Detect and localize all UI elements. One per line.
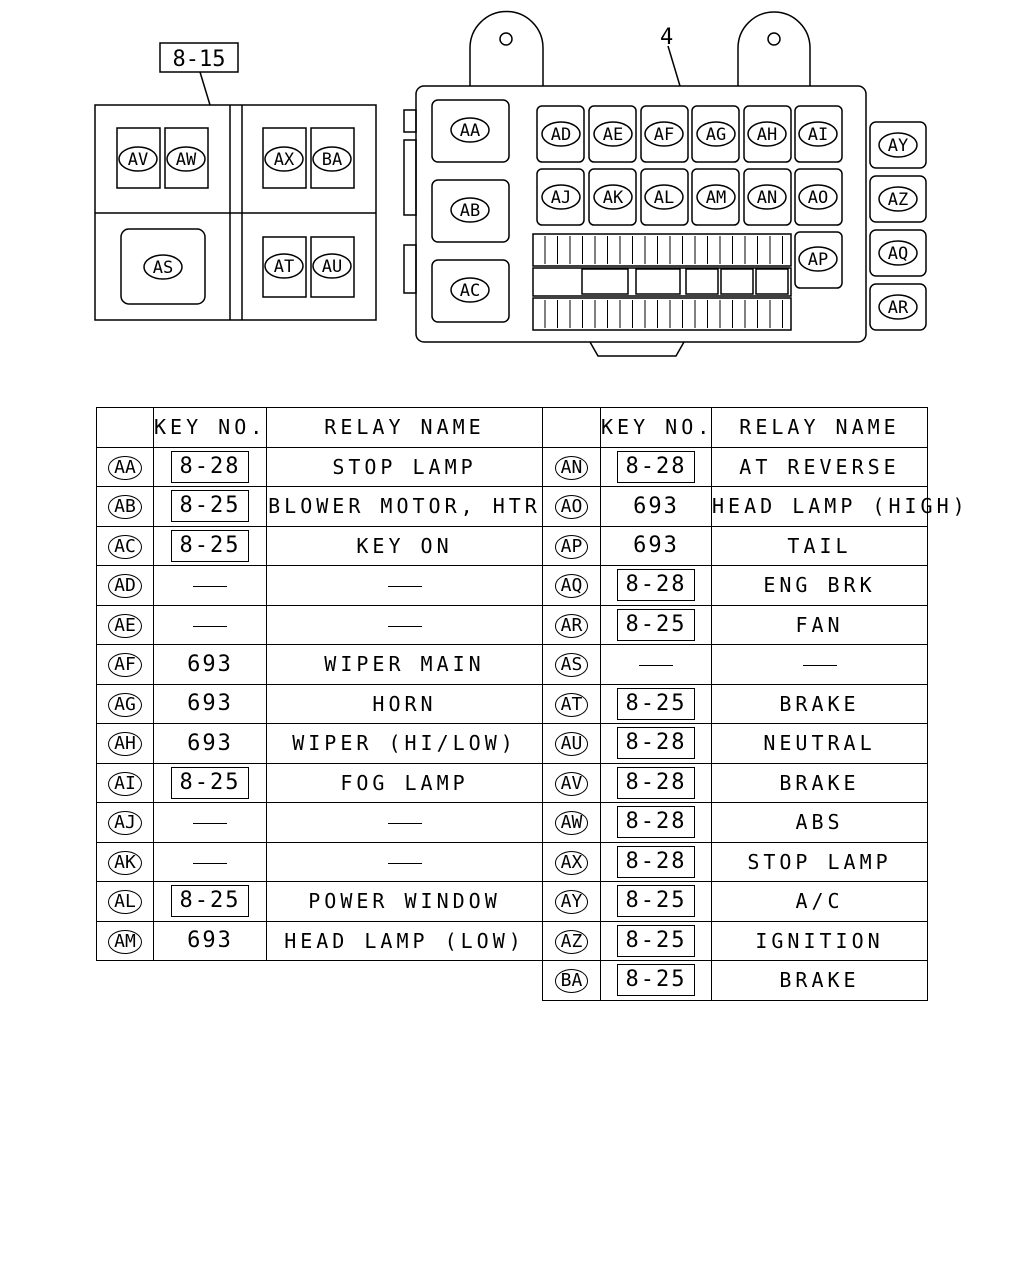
empty-dash (388, 626, 422, 627)
relay-id-badge: AM (108, 930, 142, 954)
relay-id-cell (543, 566, 601, 606)
key-no-cell (601, 487, 712, 527)
relay-name-cell (712, 921, 928, 961)
table-row (97, 605, 543, 645)
relay-label-text: AD (550, 125, 572, 145)
key-ref-plain: 693 (633, 533, 679, 559)
relay-id-cell (543, 842, 601, 882)
table-row (543, 763, 928, 803)
key-no-cell (154, 921, 267, 961)
table-row (97, 566, 543, 606)
relay-id-cell (97, 487, 154, 527)
empty-dash (388, 586, 422, 587)
key-no-cell (601, 961, 712, 1001)
relay-table-left (96, 407, 543, 961)
relay-name-text: BLOWER MOTOR, HTR (268, 494, 541, 519)
relay-id-badge: AY (555, 890, 589, 914)
table-header-row (97, 408, 543, 448)
key-no-cell (601, 724, 712, 764)
relay-label-text: AH (756, 125, 778, 145)
relay-label-text: AV (127, 150, 149, 170)
key-no-cell (154, 447, 267, 487)
relay-name-cell (267, 684, 543, 724)
relay-id-badge: AE (108, 614, 142, 638)
key-ref-plain: 693 (187, 730, 233, 756)
key-no-cell (154, 526, 267, 566)
relay-label-text: AS (152, 258, 174, 278)
key-no-cell (601, 605, 712, 645)
key-ref-boxed: 8-25 (617, 964, 696, 996)
relay-id-badge: AO (555, 495, 589, 519)
table-row (543, 961, 928, 1001)
key-ref-boxed: 8-25 (617, 885, 696, 917)
relay-name-cell (267, 842, 543, 882)
table-row (97, 447, 543, 487)
relay-id-badge: AW (555, 811, 589, 835)
relay-table-right (542, 407, 969, 1001)
relay-name-cell (267, 566, 543, 606)
key-ref-boxed: 8-28 (617, 451, 696, 483)
key-no-cell (154, 724, 267, 764)
relay-id-cell (543, 803, 601, 843)
key-no-cell (601, 645, 712, 685)
relay-name-cell (267, 803, 543, 843)
relay-id-cell (543, 724, 601, 764)
key-no-cell (601, 882, 712, 922)
relay-id-badge: AP (555, 535, 589, 559)
key-ref-plain: 693 (633, 493, 679, 519)
relay-label-text: AN (756, 188, 778, 208)
relay-name-cell (712, 842, 928, 882)
key-ref-boxed: 8-25 (171, 767, 250, 799)
header-key-no: KEY NO. (154, 408, 267, 448)
relay-id-badge: AZ (555, 930, 589, 954)
relay-id-cell (543, 684, 601, 724)
key-ref-boxed: 8-28 (617, 806, 696, 838)
table-row (543, 487, 928, 527)
relay-label-text: AB (459, 201, 481, 221)
key-ref-boxed: 8-25 (171, 885, 250, 917)
key-no-cell (154, 803, 267, 843)
key-ref-boxed: 8-25 (617, 609, 696, 641)
relay-label-text: AE (602, 125, 624, 145)
relay-id-cell (543, 645, 601, 685)
header-key-no: KEY NO. (601, 408, 712, 448)
relay-id-badge: AC (108, 535, 142, 559)
relay-name-cell (267, 763, 543, 803)
relay-id-cell (543, 526, 601, 566)
relay-name-cell (712, 566, 928, 606)
table-row (543, 842, 928, 882)
key-no-cell (601, 566, 712, 606)
relay-id-cell (97, 566, 154, 606)
relay-id-badge: AI (108, 772, 142, 796)
relay-id-cell (543, 921, 601, 961)
table-header-row (543, 408, 928, 448)
key-ref-plain: 693 (187, 651, 233, 677)
relay-id-cell (97, 526, 154, 566)
relay-name-text: HEAD LAMP (HIGH) (712, 494, 969, 519)
table-row (543, 882, 928, 922)
relay-label-text: AQ (887, 244, 909, 264)
relay-label-text: AL (653, 188, 675, 208)
relay-name-cell (712, 487, 969, 527)
relay-name-text: WIPER (HI/LOW) (292, 731, 517, 756)
table-row (97, 882, 543, 922)
relay-name-text: BRAKE (779, 968, 860, 993)
relay-id-badge: AU (555, 732, 589, 756)
relay-name-cell (712, 763, 928, 803)
relay-label-text: AI (807, 125, 829, 145)
key-ref-boxed: 8-28 (617, 727, 696, 759)
relay-name-cell (712, 605, 928, 645)
empty-dash (193, 823, 227, 824)
table-row (543, 605, 928, 645)
key-ref-boxed: 8-28 (171, 451, 250, 483)
header-relay-name: RELAY NAME (267, 408, 543, 448)
table-row (97, 487, 543, 527)
relay-id-cell (543, 882, 601, 922)
relay-name-cell (712, 645, 928, 685)
part-callout-text: 4 (660, 25, 674, 50)
key-no-cell (154, 684, 267, 724)
relay-name-cell (267, 724, 543, 764)
relay-id-cell (97, 447, 154, 487)
relay-id-badge: AL (108, 890, 142, 914)
table-row (97, 684, 543, 724)
relay-name-text: TAIL (787, 533, 852, 558)
key-ref-boxed: 8-28 (617, 846, 696, 878)
relay-id-badge: AK (108, 851, 142, 875)
relay-id-badge: AX (555, 851, 589, 875)
relay-name-cell (712, 961, 928, 1001)
header-id-cell (543, 408, 601, 448)
relay-id-badge: BA (555, 969, 589, 993)
table-row (543, 645, 928, 685)
key-no-cell (601, 526, 712, 566)
table-row (97, 526, 543, 566)
empty-dash (803, 665, 837, 666)
table-row (543, 921, 928, 961)
key-ref-plain: 693 (187, 928, 233, 954)
relay-label-text: AZ (887, 190, 909, 210)
relay-label-text: AA (459, 121, 481, 141)
relay-name-cell (712, 684, 928, 724)
key-no-cell (601, 684, 712, 724)
table-row (543, 724, 928, 764)
relay-label-text: AF (653, 125, 675, 145)
relay-id-badge: AQ (555, 574, 589, 598)
relay-id-cell (97, 803, 154, 843)
table-row (543, 803, 928, 843)
key-no-cell (601, 921, 712, 961)
relay-label-text: BA (321, 150, 343, 170)
key-no-cell (154, 645, 267, 685)
empty-dash (388, 863, 422, 864)
table-row (97, 763, 543, 803)
relay-name-text: ABS (795, 810, 844, 835)
relay-name-text: NEUTRAL (763, 731, 876, 756)
key-ref-boxed: 8-25 (171, 530, 250, 562)
relay-label-text: AW (175, 150, 197, 170)
relay-id-cell (543, 961, 601, 1001)
relay-label-text: AX (273, 150, 295, 170)
key-ref-boxed: 8-25 (171, 490, 250, 522)
key-ref-plain: 693 (187, 691, 233, 717)
relay-name-cell (267, 447, 543, 487)
relay-id-badge: AV (555, 772, 589, 796)
key-no-cell (154, 842, 267, 882)
relay-name-text: A/C (795, 889, 844, 914)
relay-id-cell (543, 763, 601, 803)
relay-id-cell (97, 842, 154, 882)
table-row (543, 566, 928, 606)
relay-name-text: HORN (372, 691, 437, 716)
relay-label-text: AY (887, 136, 909, 156)
relay-id-cell (97, 763, 154, 803)
relay-name-cell (267, 605, 543, 645)
relay-id-cell (97, 684, 154, 724)
relay-name-cell (267, 882, 543, 922)
key-no-cell (601, 842, 712, 882)
relay-label-text: AJ (550, 188, 572, 208)
relay-label-text: AR (887, 298, 909, 318)
relay-name-text: FAN (795, 612, 844, 637)
relay-label-text: AC (459, 281, 481, 301)
relay-id-cell (97, 921, 154, 961)
relay-name-text: IGNITION (755, 928, 884, 953)
table-row (543, 684, 928, 724)
relay-id-badge: AB (108, 495, 142, 519)
key-ref-text: 8-15 (172, 47, 226, 72)
relay-name-text: KEY ON (356, 533, 453, 558)
relay-label-text: AO (807, 188, 829, 208)
table-row (97, 803, 543, 843)
relay-name-text: ENG BRK (763, 573, 876, 598)
key-no-cell (601, 803, 712, 843)
relay-id-badge: AH (108, 732, 142, 756)
key-no-cell (154, 566, 267, 606)
relay-id-badge: AR (555, 614, 589, 638)
relay-name-text: WIPER MAIN (324, 652, 485, 677)
relay-name-text: BRAKE (779, 691, 860, 716)
relay-label-text: AM (705, 188, 727, 208)
relay-name-cell (712, 724, 928, 764)
relay-id-cell (543, 447, 601, 487)
relay-name-text: FOG LAMP (340, 770, 469, 795)
relay-id-badge: AD (108, 574, 142, 598)
empty-dash (193, 586, 227, 587)
table-row (97, 842, 543, 882)
relay-id-cell (543, 487, 601, 527)
key-ref-boxed: 8-25 (617, 925, 696, 957)
key-no-cell (154, 605, 267, 645)
relay-name-cell (712, 803, 928, 843)
empty-dash (193, 626, 227, 627)
empty-dash (388, 823, 422, 824)
table-row (97, 645, 543, 685)
relay-name-text: HEAD LAMP (LOW) (284, 928, 525, 953)
relay-name-cell (267, 645, 543, 685)
relay-name-cell (712, 526, 928, 566)
relay-id-badge: AT (555, 693, 589, 717)
relay-name-cell (267, 921, 543, 961)
relay-name-cell (267, 526, 543, 566)
header-id-cell (97, 408, 154, 448)
relay-id-cell (97, 605, 154, 645)
key-no-cell (154, 882, 267, 922)
table-row (97, 724, 543, 764)
relay-label-text: AK (602, 188, 624, 208)
relay-id-badge: AG (108, 693, 142, 717)
relay-label-text: AP (807, 250, 829, 270)
key-ref-boxed: 8-28 (617, 767, 696, 799)
key-ref-boxed: 8-28 (617, 569, 696, 601)
key-no-cell (601, 763, 712, 803)
relay-id-badge: AA (108, 456, 142, 480)
relay-label-text: AU (321, 257, 343, 277)
empty-dash (193, 863, 227, 864)
relay-name-text: STOP LAMP (332, 454, 477, 479)
key-no-cell (154, 487, 267, 527)
key-ref-boxed: 8-25 (617, 688, 696, 720)
table-row (97, 921, 543, 961)
relay-name-cell (712, 882, 928, 922)
relay-name-text: BRAKE (779, 770, 860, 795)
relay-id-cell (543, 605, 601, 645)
relay-name-text: POWER WINDOW (308, 889, 501, 914)
relay-name-cell (712, 447, 928, 487)
relay-name-cell (267, 487, 543, 527)
relay-id-cell (97, 724, 154, 764)
header-relay-name: RELAY NAME (712, 408, 928, 448)
relay-id-badge: AN (555, 456, 589, 480)
relay-name-text: STOP LAMP (747, 849, 892, 874)
relay-label-text: AG (705, 125, 727, 145)
key-no-cell (154, 763, 267, 803)
relay-id-cell (97, 645, 154, 685)
relay-id-badge: AF (108, 653, 142, 677)
table-row (543, 526, 928, 566)
relay-id-badge: AS (555, 653, 589, 677)
relay-id-cell (97, 882, 154, 922)
relay-id-badge: AJ (108, 811, 142, 835)
relay-name-text: AT REVERSE (739, 454, 900, 479)
table-row (543, 447, 928, 487)
key-no-cell (601, 447, 712, 487)
empty-dash (639, 665, 673, 666)
relay-label-text: AT (273, 257, 295, 277)
